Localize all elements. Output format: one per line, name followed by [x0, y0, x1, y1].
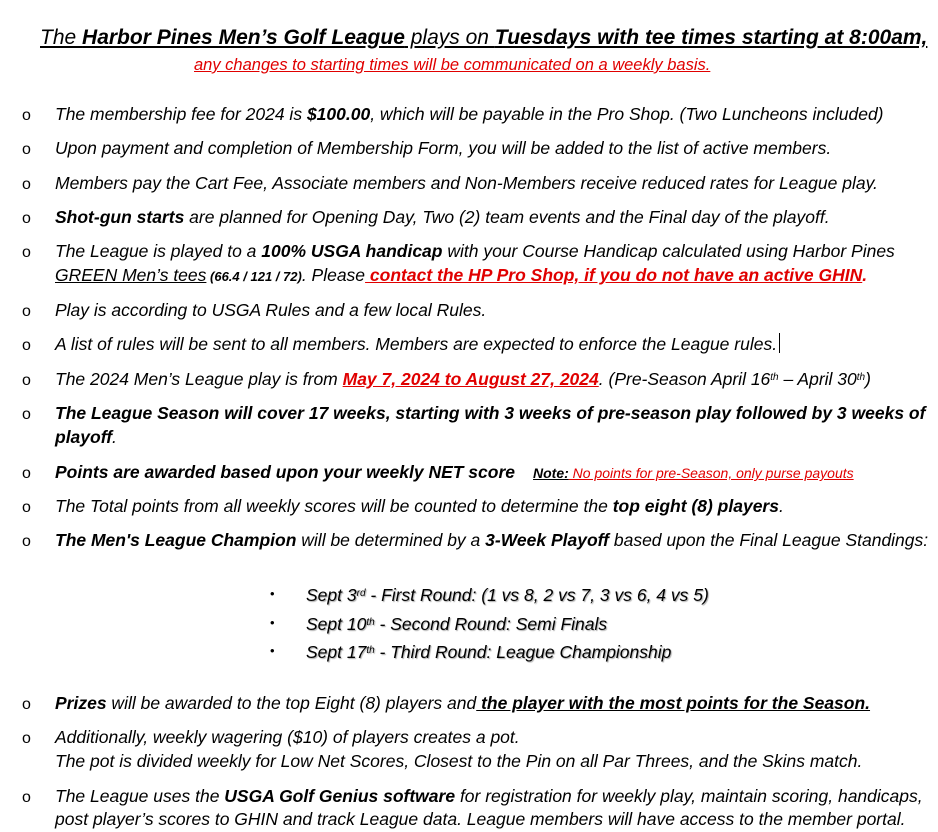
- list-item: The League uses the USGA Golf Genius software for registration for weekly play, maintain scoring, handicaps,: [55, 786, 923, 806]
- list-item: The membership fee for 2024 is $100.00, which will be payable in the Pro Shop. (Two Luncheons included): [55, 104, 884, 124]
- list-item: The Men's League Champion will be determined by a 3-Week Playoff based upon the Final League Standings:: [55, 530, 929, 550]
- bullet-marker: o: [22, 696, 31, 713]
- list-item-continued: GREEN Men’s tees (66.4 / 121 / 72). Please contact the HP Pro Shop, if you do not have an active GHIN.: [55, 265, 868, 285]
- page-subtitle: any changes to starting times will be communicated on a weekly basis.: [194, 56, 711, 74]
- list-item: The League is played to a 100% USGA handicap with your Course Handicap calculated using Harbor Pines: [55, 241, 895, 261]
- list-item-continued: post player’s scores to GHIN and track League data. League members will have access to the member portal.: [55, 809, 906, 829]
- bullet-marker: o: [22, 789, 31, 806]
- list-item: Upon payment and completion of Membership Form, you will be added to the list of active members.: [55, 138, 832, 158]
- bullet-marker: o: [22, 107, 31, 124]
- page-title: The Harbor Pines Men’s Golf League plays on Tuesdays with tee times starting at 8:00am,: [40, 26, 928, 49]
- bullet-marker: o: [22, 372, 31, 389]
- sub-bullet-marker: •: [270, 586, 275, 601]
- bullet-marker: o: [22, 337, 31, 354]
- list-item-continued: playoff.: [55, 427, 117, 447]
- list-item: A list of rules will be sent to all members. Members are expected to enforce the League rules.: [55, 333, 780, 355]
- list-item-continued: The pot is divided weekly for Low Net Scores, Closest to the Pin on all Par Threes, and the Skins match.: [55, 751, 863, 771]
- list-item: Prizes will be awarded to the top Eight (8) players and the player with the most points for the Season.: [55, 693, 871, 713]
- bullet-marker: o: [22, 533, 31, 550]
- bullet-marker: o: [22, 176, 31, 193]
- bullet-marker: o: [22, 465, 31, 482]
- playoff-round-item: Sept 17th - Third Round: League Championship: [306, 642, 672, 662]
- bullet-marker: o: [22, 210, 31, 227]
- bullet-marker: o: [22, 406, 31, 423]
- bullet-marker: o: [22, 303, 31, 320]
- sub-bullet-marker: •: [270, 643, 275, 658]
- sub-bullet-marker: •: [270, 615, 275, 630]
- list-item: Members pay the Cart Fee, Associate members and Non-Members receive reduced rates for League play.: [55, 173, 878, 193]
- bullet-marker: o: [22, 499, 31, 516]
- bullet-marker: o: [22, 730, 31, 747]
- bullet-marker: o: [22, 141, 31, 158]
- pro-shop-link[interactable]: contact the HP Pro Shop, if you do not have an active GHIN: [365, 265, 863, 285]
- list-item: The 2024 Men’s League play is from May 7, 2024 to August 27, 2024. (Pre-Season April 16th – April 30th): [55, 369, 871, 389]
- bullet-marker: o: [22, 244, 31, 261]
- list-item: Play is according to USGA Rules and a few local Rules.: [55, 300, 487, 320]
- text-cursor: [779, 333, 780, 353]
- list-item: The Total points from all weekly scores will be counted to determine the top eight (8) players.: [55, 496, 784, 516]
- list-item: Points are awarded based upon your weekly NET score Note: No points for pre-Season, only purse payouts: [55, 462, 854, 482]
- list-item: Shot-gun starts are planned for Opening Day, Two (2) team events and the Final day of the playoff.: [55, 207, 830, 227]
- playoff-round-item: Sept 3rd - First Round: (1 vs 8, 2 vs 7, 3 vs 6, 4 vs 5): [306, 585, 709, 605]
- playoff-round-item: Sept 10th - Second Round: Semi Finals: [306, 614, 608, 634]
- list-item: The League Season will cover 17 weeks, starting with 3 weeks of pre-season play followed by 3 weeks of: [55, 403, 926, 423]
- list-item: Additionally, weekly wagering ($10) of players creates a pot.: [55, 727, 520, 747]
